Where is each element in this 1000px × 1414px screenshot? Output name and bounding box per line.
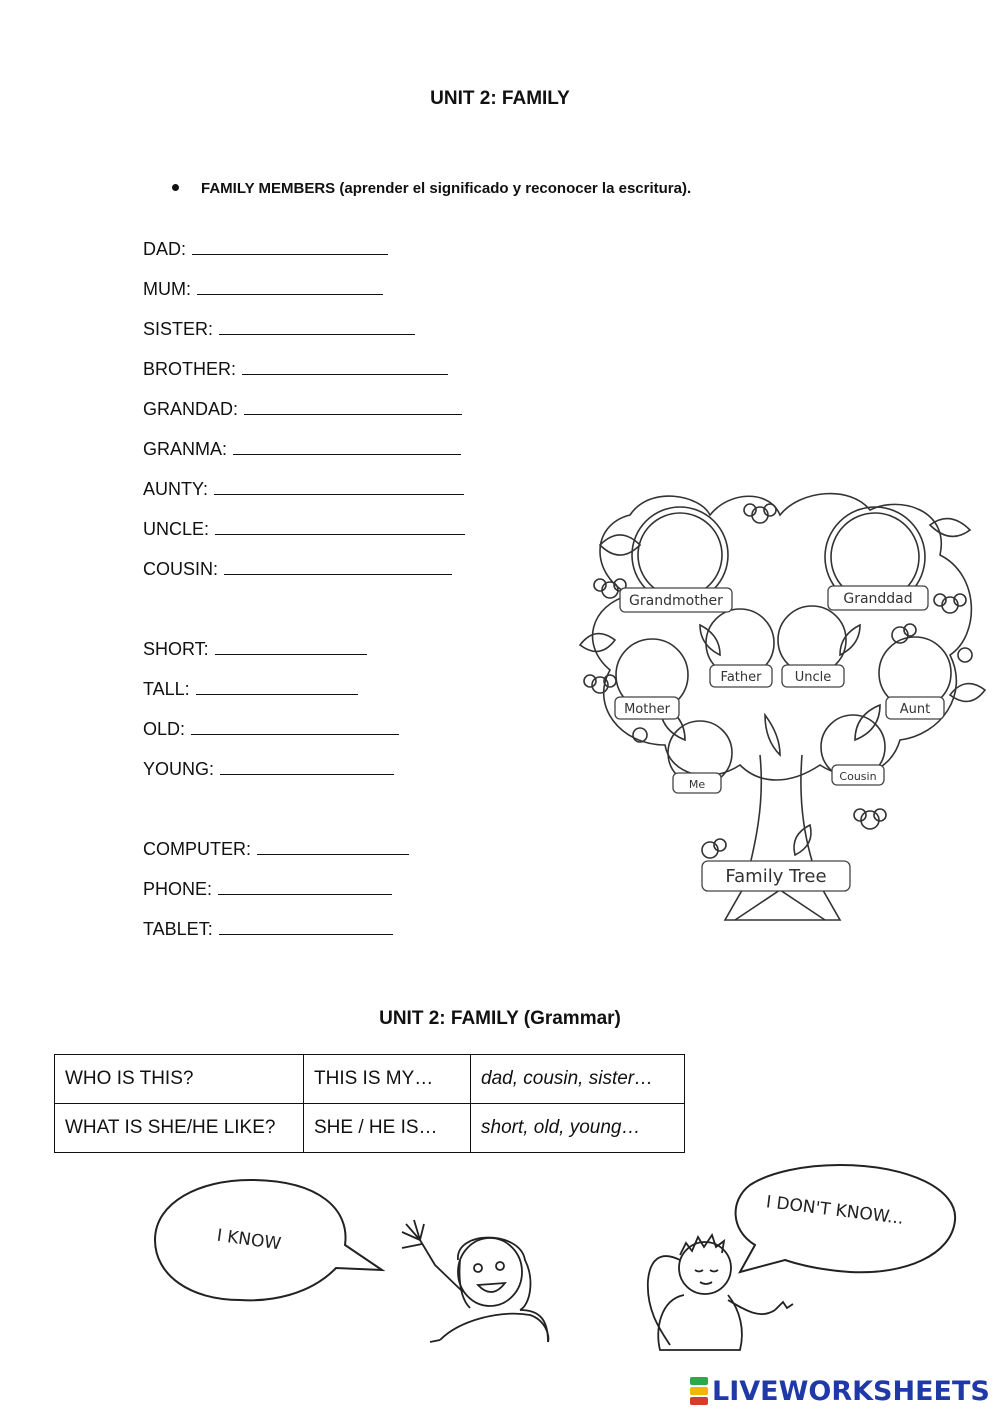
vocab-row — [143, 438, 461, 460]
tree-label-father: Father — [720, 670, 762, 685]
vocab-label: MUM: — [143, 279, 191, 299]
instruction-text: FAMILY MEMBERS (aprender el significado y reconocer la escritura). — [201, 180, 692, 197]
vocab-row — [143, 398, 462, 420]
vocab-answer-blank[interactable] — [257, 838, 409, 855]
tree-label-uncle: Uncle — [794, 670, 832, 685]
vocab-answer-blank[interactable] — [215, 638, 367, 655]
vocab-answer-blank[interactable] — [218, 878, 392, 895]
table-row — [55, 1055, 685, 1104]
vocab-label: COMPUTER: — [143, 839, 251, 859]
tree-label-mother: Mother — [624, 702, 670, 717]
vocab-label: DAD: — [143, 239, 187, 259]
tree-label-me: Me — [688, 778, 706, 791]
grammar-question: WHO IS THIS? — [55, 1055, 304, 1104]
vocab-label: OLD: — [143, 719, 186, 739]
vocab-label: TALL: — [143, 679, 190, 699]
bubble-right-text: I DON'T KNOW... — [764, 1192, 905, 1229]
vocab-row — [143, 238, 388, 260]
vocab-row — [143, 358, 448, 380]
tree-label-granddad: Granddad — [843, 591, 913, 607]
vocab-row — [143, 518, 465, 540]
vocab-answer-blank[interactable] — [220, 758, 394, 775]
vocab-row — [143, 278, 383, 300]
table-row — [55, 1104, 685, 1153]
vocab-row — [143, 878, 392, 900]
vocab-row — [143, 478, 464, 500]
grammar-title: UNIT 2: FAMILY (Grammar) — [379, 1008, 621, 1029]
vocab-row — [143, 918, 393, 940]
vocab-answer-blank[interactable] — [196, 678, 358, 695]
vocab-answer-blank[interactable] — [197, 278, 383, 295]
vocab-label: UNCLE: — [143, 519, 210, 539]
grammar-question: WHAT IS SHE/HE LIKE? — [55, 1104, 304, 1153]
grammar-examples: short, old, young… — [471, 1104, 685, 1153]
grammar-examples: dad, cousin, sister… — [471, 1055, 685, 1104]
vocab-label: PHONE: — [143, 879, 213, 899]
vocab-row — [143, 638, 367, 660]
vocab-label: YOUNG: — [143, 759, 215, 779]
vocab-answer-blank[interactable] — [242, 358, 448, 375]
tree-label-grandmother: Grandmother — [629, 593, 723, 609]
grammar-answer: SHE / HE IS… — [304, 1104, 471, 1153]
vocab-row — [143, 318, 415, 340]
vocab-row — [143, 558, 452, 580]
tree-caption: Family Tree — [725, 866, 827, 887]
vocab-answer-blank[interactable] — [219, 318, 415, 335]
vocab-answer-blank[interactable] — [215, 518, 465, 535]
liveworksheets-logo — [690, 1374, 990, 1408]
page-title: UNIT 2: FAMILY — [430, 88, 570, 109]
vocab-answer-blank[interactable] — [244, 398, 462, 415]
bubble-left-text: I KNOW — [215, 1225, 283, 1255]
vocab-answer-blank[interactable] — [214, 478, 464, 495]
vocab-row — [143, 758, 394, 780]
vocab-answer-blank[interactable] — [219, 918, 393, 935]
vocab-row — [143, 718, 399, 740]
vocab-answer-blank[interactable] — [192, 238, 388, 255]
vocab-label: SHORT: — [143, 639, 209, 659]
family-tree-illustration — [570, 485, 990, 925]
vocab-label: BROTHER: — [143, 359, 237, 379]
bullet-dot-icon — [172, 184, 179, 191]
vocab-label: AUNTY: — [143, 479, 209, 499]
girl-illustration — [402, 1220, 548, 1342]
vocab-label: TABLET: — [143, 919, 213, 939]
vocab-answer-blank[interactable] — [224, 558, 452, 575]
vocab-row — [143, 838, 409, 860]
tree-label-aunt: Aunt — [899, 702, 931, 717]
vocab-label: COUSIN: — [143, 559, 219, 579]
speech-bubble-scene — [0, 1160, 1000, 1360]
grammar-table — [54, 1054, 685, 1153]
logo-text: LIVEWORKSHEETS — [712, 1375, 990, 1407]
logo-icon — [690, 1377, 708, 1405]
vocab-label: SISTER: — [143, 319, 214, 339]
vocab-row — [143, 678, 358, 700]
vocab-answer-blank[interactable] — [233, 438, 461, 455]
instruction — [172, 180, 691, 197]
vocab-label: GRANMA: — [143, 439, 228, 459]
vocab-label: GRANDAD: — [143, 399, 239, 419]
vocab-answer-blank[interactable] — [191, 718, 399, 735]
tree-label-cousin: Cousin — [839, 770, 877, 783]
grammar-answer: THIS IS MY… — [304, 1055, 471, 1104]
